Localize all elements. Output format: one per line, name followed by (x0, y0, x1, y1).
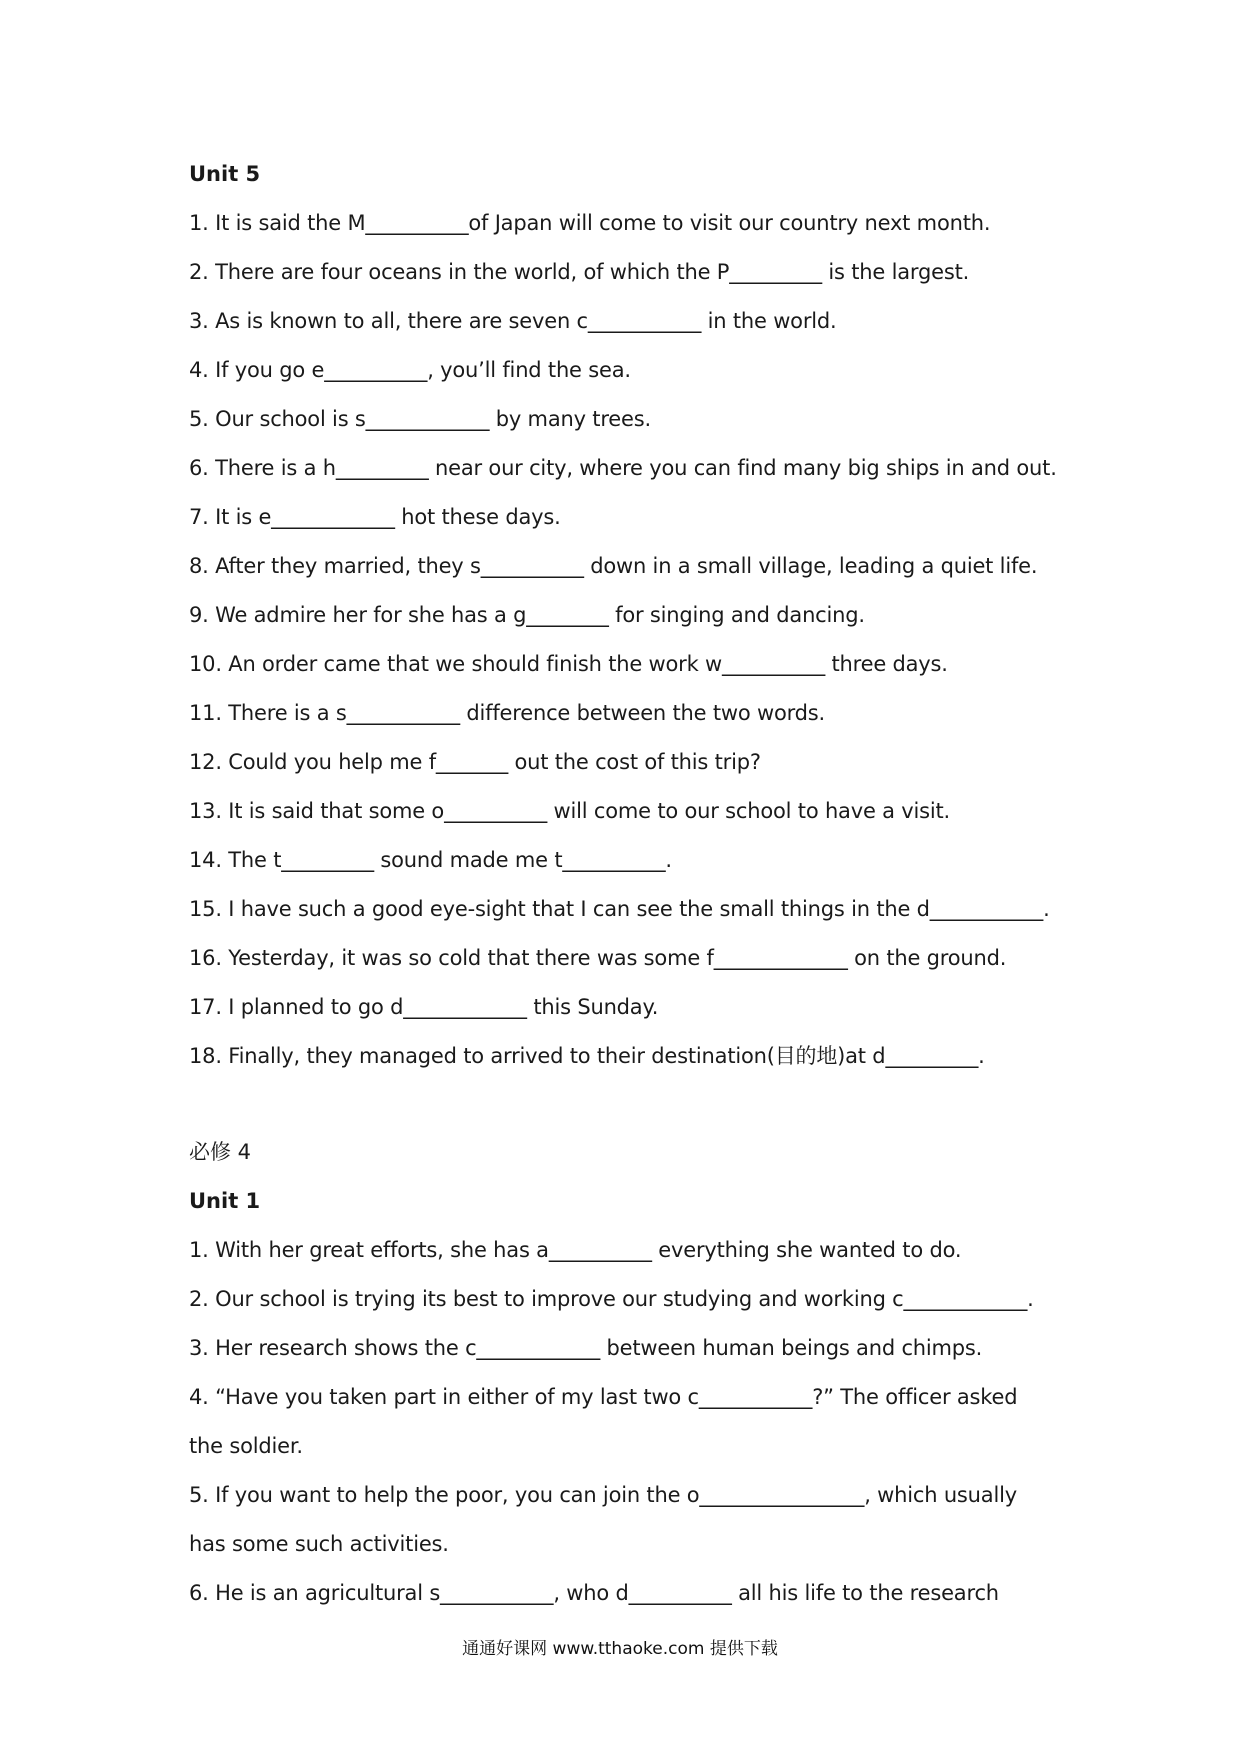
worksheet-page (189, 150, 1089, 1618)
page-footer: 通通好课网 www.tthaoke.com 提供下载 (462, 1639, 778, 1659)
question-item: 5. If you want to help the poor, you can join the o________________, which usually (189, 1483, 1017, 1507)
question-item: 7. It is e____________ hot these days. (189, 505, 561, 529)
question-item: 6. He is an agricultural s___________, who d__________ all his life to the research (189, 1581, 999, 1605)
question-item: 10. An order came that we should finish the work w__________ three days. (189, 652, 948, 676)
question-item: 17. I planned to go d____________ this Sunday. (189, 995, 659, 1019)
section-spacer (189, 1081, 1089, 1128)
unit1-title: Unit 1 (189, 1189, 261, 1213)
question-item: 14. The t_________ sound made me t__________. (189, 848, 672, 872)
question-continuation: the soldier. (189, 1434, 303, 1458)
question-item: 1. With her great efforts, she has a__________ everything she wanted to do. (189, 1238, 962, 1262)
module-label: 必修 4 (189, 1140, 252, 1164)
question-item: 2. There are four oceans in the world, of which the P_________ is the largest. (189, 260, 970, 284)
question-item: 3. As is known to all, there are seven c___________ in the world. (189, 309, 837, 333)
question-item: 16. Yesterday, it was so cold that there was some f_____________ on the ground. (189, 946, 1007, 970)
question-item: 8. After they married, they s__________ down in a small village, leading a quiet life. (189, 554, 1038, 578)
unit5-title: Unit 5 (189, 162, 261, 186)
question-item: 15. I have such a good eye-sight that I can see the small things in the d___________. (189, 897, 1050, 921)
question-item: 6. There is a h_________ near our city, where you can find many big ships in and out. (189, 456, 1057, 480)
question-item: 4. “Have you taken part in either of my last two c___________?” The officer asked (189, 1385, 1018, 1409)
question-item: 2. Our school is trying its best to improve our studying and working c____________. (189, 1287, 1034, 1311)
question-item: 4. If you go e__________, you’ll find the sea. (189, 358, 631, 382)
question-continuation: has some such activities. (189, 1532, 449, 1556)
question-item: 13. It is said that some o__________ will come to our school to have a visit. (189, 799, 951, 823)
question-item: 5. Our school is s____________ by many trees. (189, 407, 651, 431)
question-item: 3. Her research shows the c____________ between human beings and chimps. (189, 1336, 983, 1360)
question-item: 1. It is said the M__________of Japan will come to visit our country next month. (189, 211, 991, 235)
unit1-question-list (189, 1226, 1089, 1618)
question-item: 18. Finally, they managed to arrived to their destination(目的地)at d_________. (189, 1044, 985, 1068)
question-item: 9. We admire her for she has a g________ for singing and dancing. (189, 603, 865, 627)
question-item: 12. Could you help me f_______ out the cost of this trip? (189, 750, 761, 774)
question-item: 11. There is a s___________ difference between the two words. (189, 701, 826, 725)
unit5-question-list (189, 199, 1089, 1081)
